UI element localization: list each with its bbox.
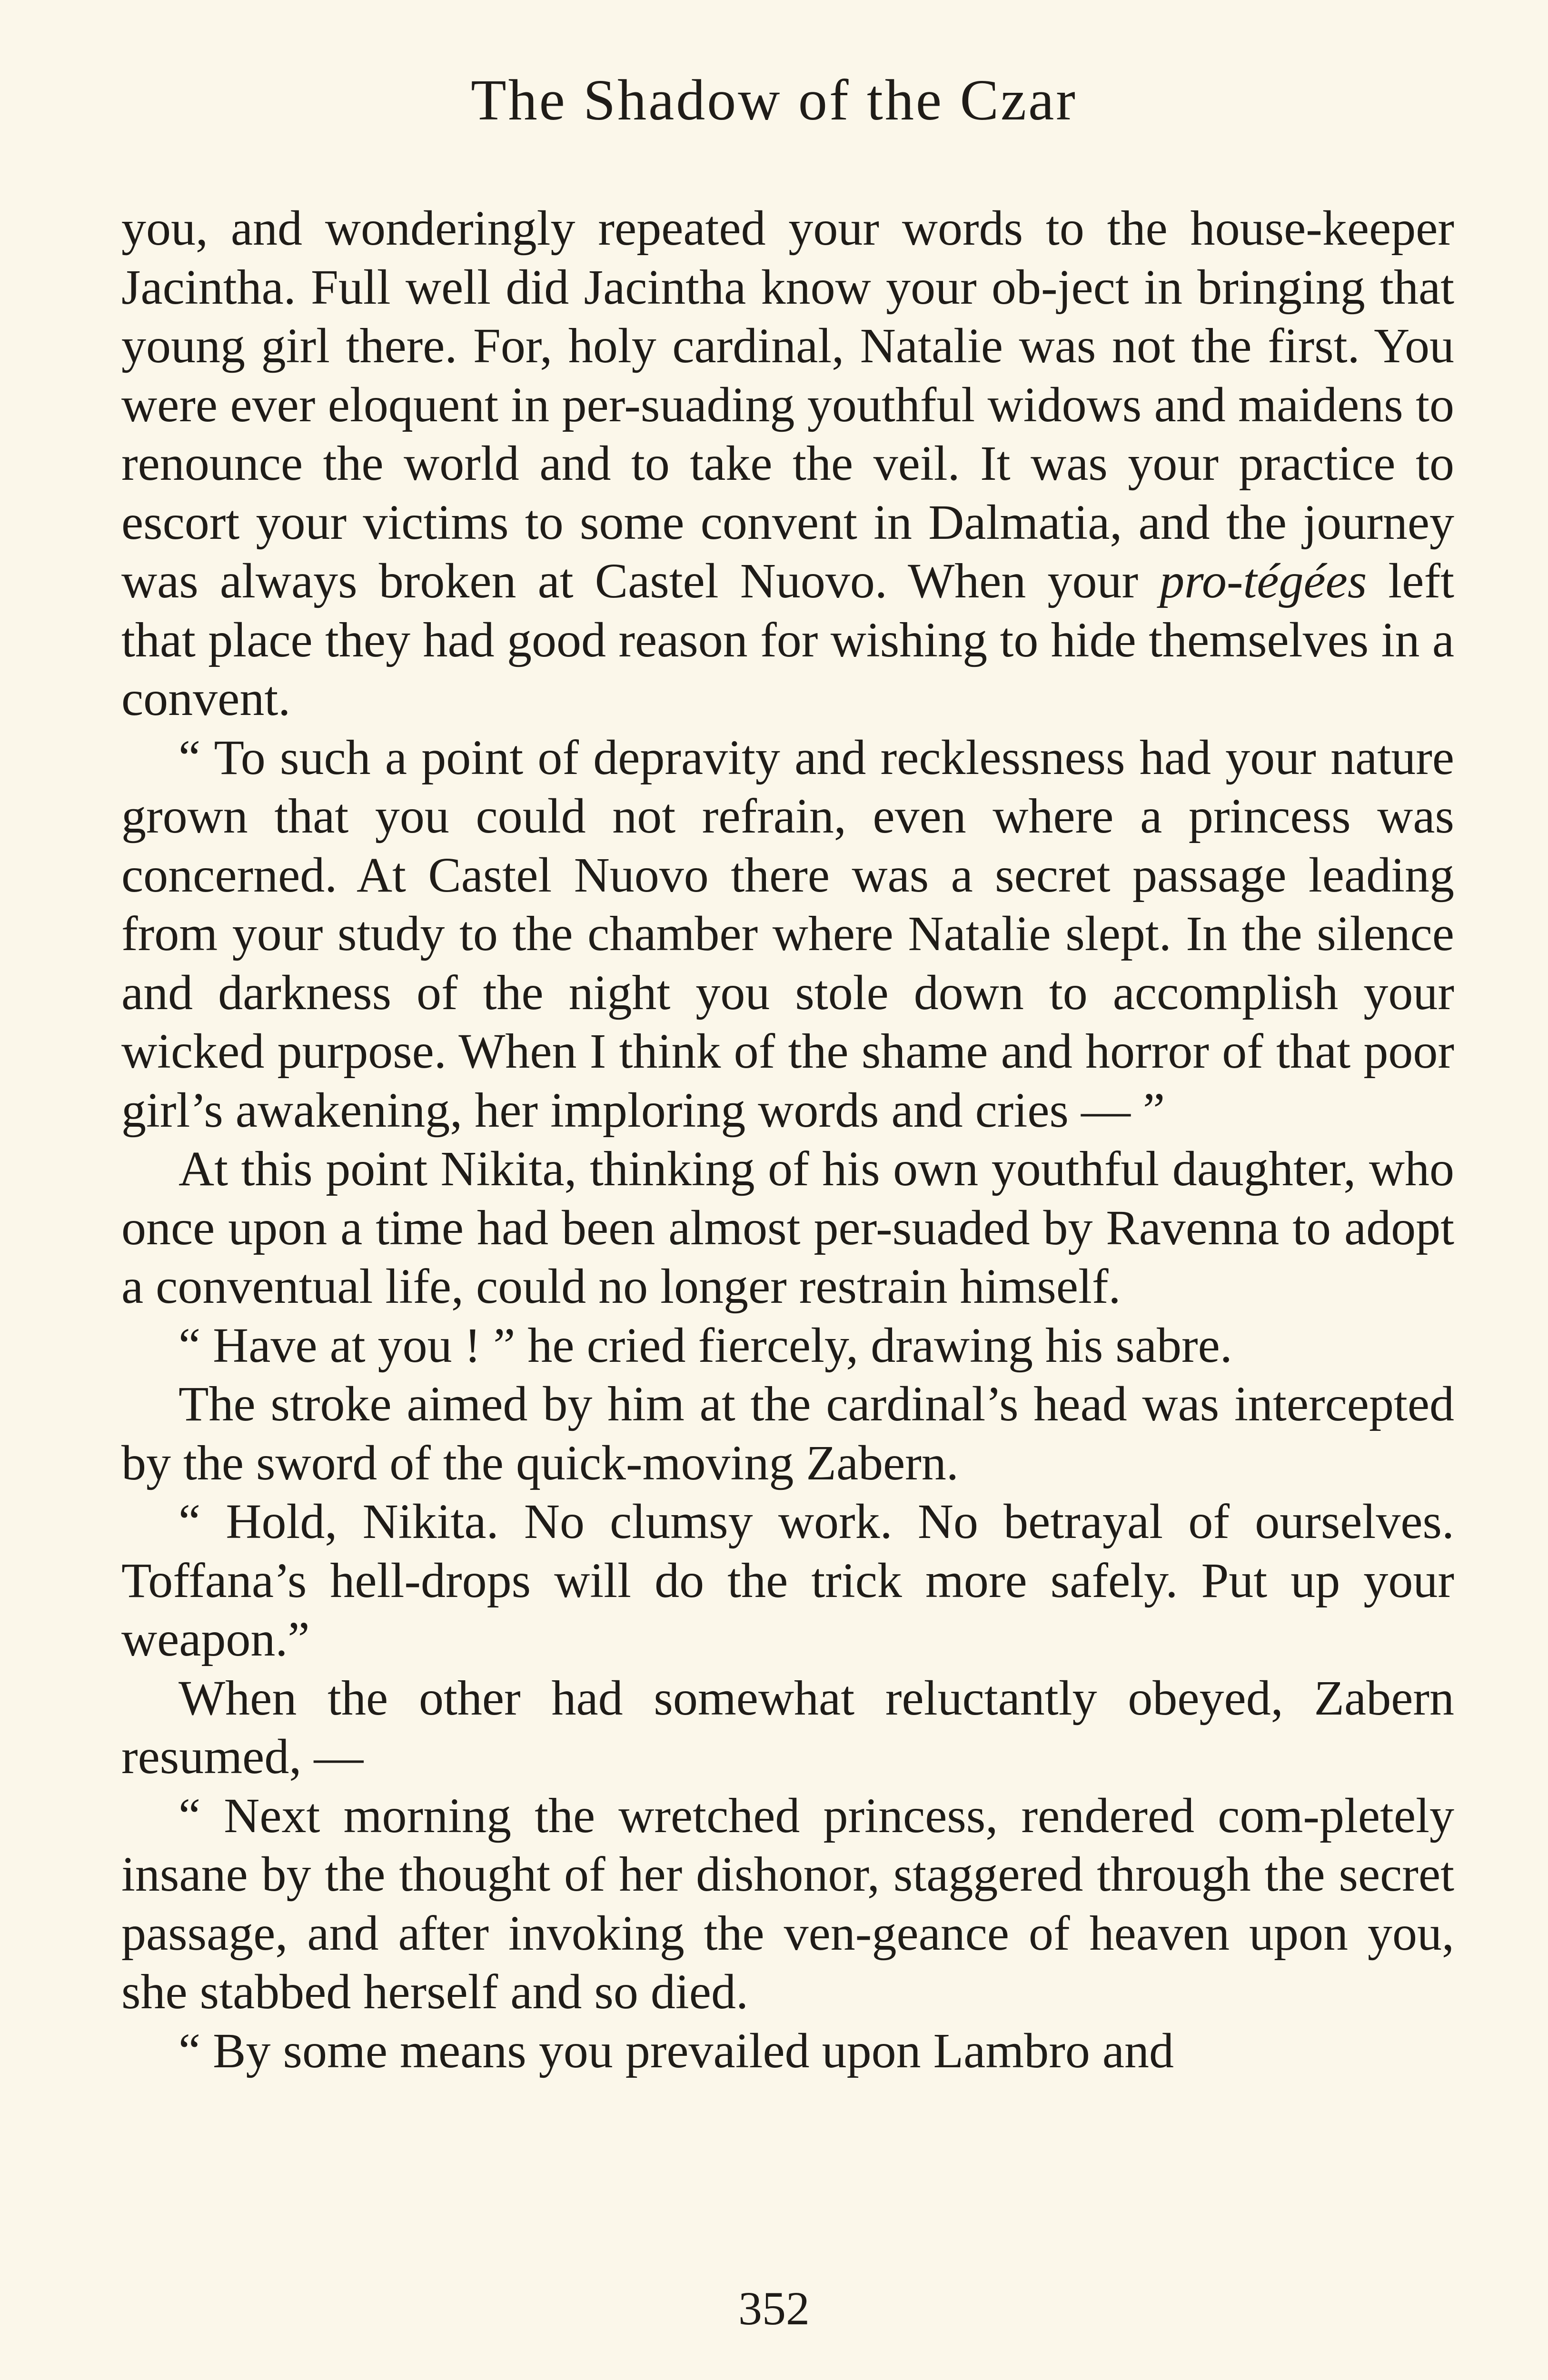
paragraph-1 [121,199,1454,728]
page-number: 352 [738,2282,810,2335]
paragraph-1-italic: pro-tégées [1160,554,1367,608]
paragraph-6: “ Hold, Nikita. No clumsy work. No betrayal of ourselves. Toffana’s hell-drops will do the trick more safely. Put up your weapon.” [121,1494,1454,1666]
paragraph-8: “ Next morning the wretched princess, rendered com-pletely insane by the thought of her dishonor, staggered through the secret passage, and after invoking the ven-geance of heaven upon you, she stabbed herself and so died. [121,1788,1454,2019]
paragraph-1-text: you, and wonderingly repeated your words to the house-keeper Jacintha. Full well did Jacintha know your ob-ject in bringing that young girl there. For, holy cardinal, Natalie was not the first. You were ever eloquent in per-suading youthful widows and maidens to renounce the world and to take the veil. It was your practice to escort your victims to some convent in Dalmatia, and the journey was always broken at Castel Nuovo. When your [121,201,1454,608]
paragraph-7: When the other had somewhat reluctantly obeyed, Zabern resumed, — [121,1670,1454,1784]
paragraph-3: At this point Nikita, thinking of his own youthful daughter, who once upon a time had been almost per-suaded by Ravenna to adopt a conventual life, could no longer restrain himself. [121,1141,1454,1314]
paragraph-4: “ Have at you ! ” he cried fiercely, drawing his sabre. [179,1318,1232,1373]
paragraph-2: “ To such a point of depravity and recklessness had your nature grown that you could not refrain, even where a princess was concerned. At Castel Nuovo there was a secret passage leading from your study to the chamber where Natalie slept. In the silence and darkness of the night you stole down to accomplish your wicked purpose. When I think of the shame and horror of that poor girl’s awakening, her imploring words and cries — ” [121,730,1454,1138]
paragraph-5: The stroke aimed by him at the cardinal’s head was intercepted by the sword of the quick-moving Zabern. [121,1377,1454,1490]
paragraph-1-text-end: left that place they had good reason for wishing to hide themselves in a convent. [121,554,1454,726]
body-text [121,199,1454,2080]
paragraph-9: “ By some means you prevailed upon Lambro and [179,2023,1174,2078]
running-head-title: The Shadow of the Czar [471,68,1077,132]
